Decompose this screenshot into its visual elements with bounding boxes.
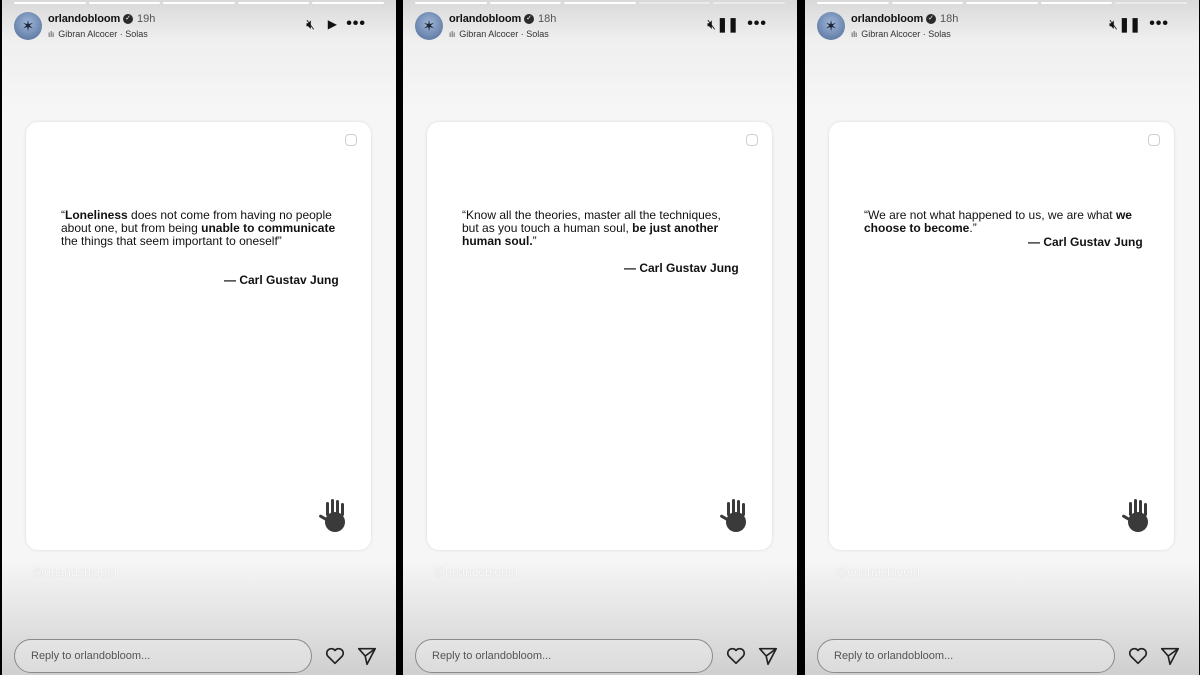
verified-badge-icon: ✓ bbox=[524, 14, 534, 24]
quote-run: ” bbox=[532, 234, 537, 248]
handprint-icon bbox=[317, 496, 353, 536]
story-progress-bar bbox=[14, 2, 384, 5]
progress-segment bbox=[89, 2, 161, 4]
quote-run: .” bbox=[969, 221, 977, 235]
quote-card bbox=[26, 122, 371, 550]
quote-run: does not come from having no people about one, but from being bbox=[61, 208, 332, 235]
square-icon bbox=[345, 134, 357, 146]
quote-bold-run: Loneliness bbox=[65, 208, 128, 222]
progress-segment bbox=[966, 2, 1038, 4]
progress-segment bbox=[312, 2, 384, 4]
progress-segment bbox=[564, 2, 636, 4]
reply-input[interactable]: Reply to orlandobloom... bbox=[817, 639, 1115, 673]
quote-card bbox=[829, 122, 1174, 550]
reply-input[interactable]: Reply to orlandobloom... bbox=[14, 639, 312, 673]
progress-segment bbox=[14, 2, 86, 4]
quote-attribution: — Carl Gustav Jung bbox=[224, 273, 339, 287]
quote-text bbox=[462, 209, 737, 248]
story-panel-1[interactable] bbox=[2, 0, 396, 675]
more-options-icon[interactable]: ••• bbox=[747, 15, 767, 32]
pause-icon[interactable]: ❚❚ bbox=[1118, 16, 1140, 32]
square-icon bbox=[746, 134, 758, 146]
quote-run: “We are not what happened to us, we are what bbox=[864, 208, 1116, 222]
story-panel-2[interactable] bbox=[403, 0, 797, 675]
progress-segment bbox=[713, 2, 785, 4]
timestamp: 18h bbox=[538, 13, 557, 25]
progress-segment bbox=[163, 2, 235, 4]
story-header bbox=[817, 11, 1187, 45]
quote-run: “Know all the theories, master all the techniques, but as you touch a human soul, bbox=[462, 208, 721, 235]
send-icon[interactable] bbox=[757, 645, 779, 667]
music-label: Gibran Alcocer · Solas bbox=[58, 29, 148, 39]
music-info[interactable] bbox=[48, 29, 148, 39]
quote-bold-run: we choose to become bbox=[864, 208, 1132, 235]
reply-input[interactable]: Reply to orlandobloom... bbox=[415, 639, 713, 673]
avatar[interactable]: ✶ bbox=[817, 12, 845, 40]
quote-run: the things that seem important to oneself” bbox=[61, 234, 282, 248]
play-icon[interactable]: ▶ bbox=[327, 17, 337, 31]
music-info[interactable] bbox=[851, 29, 951, 39]
quote-text bbox=[61, 209, 341, 248]
handprint-icon bbox=[1120, 496, 1156, 536]
square-icon bbox=[1148, 134, 1160, 146]
send-icon[interactable] bbox=[1159, 645, 1181, 667]
verified-badge-icon: ✓ bbox=[123, 14, 133, 24]
quote-text bbox=[864, 209, 1154, 235]
more-options-icon[interactable]: ••• bbox=[1149, 15, 1169, 32]
pause-icon[interactable]: ❚❚ bbox=[716, 16, 738, 32]
speaker-muted-icon[interactable]: 🔇︎ bbox=[707, 16, 716, 32]
timestamp: 19h bbox=[137, 13, 156, 25]
progress-segment bbox=[892, 2, 964, 4]
watermark: @orlandobloom bbox=[433, 565, 518, 579]
quote-attribution: — Carl Gustav Jung bbox=[1028, 235, 1143, 249]
music-info[interactable] bbox=[449, 29, 549, 39]
watermark: @orlandobloom bbox=[32, 565, 117, 579]
quote-bold-run: be just another human soul. bbox=[462, 221, 719, 248]
send-icon[interactable] bbox=[356, 645, 378, 667]
progress-segment bbox=[639, 2, 711, 4]
heart-icon[interactable] bbox=[1127, 645, 1149, 667]
story-header bbox=[14, 11, 384, 45]
more-options-icon[interactable]: ••• bbox=[346, 15, 366, 32]
progress-segment bbox=[490, 2, 562, 4]
audio-bars-icon: ılı bbox=[48, 30, 55, 39]
avatar[interactable]: ✶ bbox=[14, 12, 42, 40]
speaker-muted-icon[interactable]: 🔇︎ bbox=[306, 16, 315, 32]
username[interactable]: orlandobloom bbox=[449, 13, 522, 25]
username[interactable]: orlandobloom bbox=[48, 13, 121, 25]
watermark: @orlandobloom bbox=[835, 565, 920, 579]
story-header bbox=[415, 11, 785, 45]
quote-bold-run: unable to communicate bbox=[201, 221, 336, 235]
progress-segment bbox=[238, 2, 310, 4]
audio-bars-icon: ılı bbox=[851, 30, 858, 39]
speaker-muted-icon[interactable]: 🔇︎ bbox=[1109, 16, 1118, 32]
story-progress-bar bbox=[415, 2, 785, 5]
music-label: Gibran Alcocer · Solas bbox=[861, 29, 951, 39]
avatar[interactable]: ✶ bbox=[415, 12, 443, 40]
handprint-icon bbox=[718, 496, 754, 536]
music-label: Gibran Alcocer · Solas bbox=[459, 29, 549, 39]
progress-segment bbox=[1115, 2, 1187, 4]
verified-badge-icon: ✓ bbox=[926, 14, 936, 24]
timestamp: 18h bbox=[940, 13, 959, 25]
progress-segment bbox=[415, 2, 487, 4]
progress-segment bbox=[817, 2, 889, 4]
quote-card bbox=[427, 122, 772, 550]
username[interactable]: orlandobloom bbox=[851, 13, 924, 25]
heart-icon[interactable] bbox=[725, 645, 747, 667]
audio-bars-icon: ılı bbox=[449, 30, 456, 39]
story-panel-3[interactable] bbox=[805, 0, 1199, 675]
story-progress-bar bbox=[817, 2, 1187, 5]
progress-segment bbox=[1041, 2, 1113, 4]
quote-run: “ bbox=[61, 208, 65, 222]
quote-attribution: — Carl Gustav Jung bbox=[624, 261, 739, 275]
heart-icon[interactable] bbox=[324, 645, 346, 667]
